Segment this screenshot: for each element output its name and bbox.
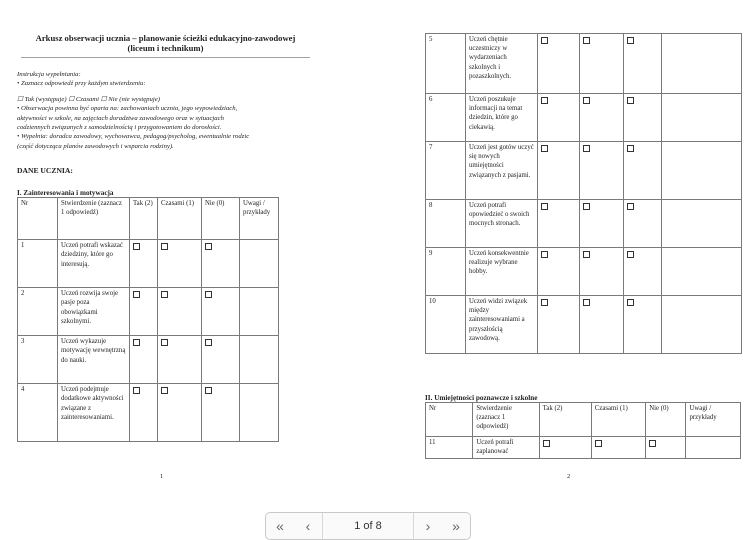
answer-cell-czasami: [158, 384, 202, 442]
answer-cell-tak: [130, 384, 158, 442]
row-number: 4: [18, 384, 58, 442]
row-number: 9: [426, 248, 466, 296]
answer-cell-tak: [538, 94, 580, 142]
notes-cell[interactable]: [240, 336, 279, 384]
table-row: [18, 336, 279, 384]
table-row: [426, 142, 742, 200]
checkbox-czasami[interactable]: [583, 37, 590, 44]
checkbox-tak[interactable]: [133, 339, 140, 346]
answer-cell-nie: [624, 142, 662, 200]
notes-cell[interactable]: [240, 288, 279, 336]
answer-cell-czasami: [580, 34, 624, 94]
row-number: 3: [18, 336, 58, 384]
answer-cell-tak: [130, 288, 158, 336]
checkbox-tak[interactable]: [133, 387, 140, 394]
answer-cell-nie: [624, 200, 662, 248]
statement-cell: Uczeń jest gotów uczyć się nowych umiejętności związanych z pasjami.: [466, 142, 538, 200]
statement-cell: Uczeń potrafi wskazać dziedziny, które go interesują.: [58, 240, 130, 288]
checkbox-czasami[interactable]: [583, 251, 590, 258]
instruction-line: • Obserwacja powinna być oparta na: zachowaniach ucznia, jego wypowiedziach,: [17, 105, 238, 113]
statement-cell: Uczeń wykazuje motywację wewnętrzną do nauki.: [58, 336, 130, 384]
row-number: 7: [426, 142, 466, 200]
column-header: Stwierdzenie (zaznacz 1 odpowiedź): [473, 403, 539, 437]
page-indicator: 1 of 8: [322, 513, 414, 539]
column-header: Nr: [426, 403, 473, 437]
observation-table-section-1-continued: [425, 33, 742, 354]
statement-cell: Uczeń konsekwentnie realizuje wybrane hobby.: [466, 248, 538, 296]
checkbox-czasami[interactable]: [161, 339, 168, 346]
table-row: [18, 384, 279, 442]
checkbox-nie[interactable]: [627, 37, 634, 44]
answer-cell-czasami: [158, 240, 202, 288]
checkbox-nie[interactable]: [627, 97, 634, 104]
checkbox-tak[interactable]: [133, 243, 140, 250]
row-number: 2: [18, 288, 58, 336]
instruction-line: • Zaznacz odpowiedź przy każdym stwierdzeniu:: [17, 80, 146, 88]
table-row: [18, 240, 279, 288]
table-row: [426, 437, 741, 459]
checkbox-czasami[interactable]: [161, 291, 168, 298]
row-number: 1: [18, 240, 58, 288]
checkbox-nie[interactable]: [627, 145, 634, 152]
statement-cell: Uczeń potrafi opowiedzieć o swoich mocnych stronach.: [466, 200, 538, 248]
answer-cell-czasami: [580, 94, 624, 142]
document-page-1: [13, 20, 318, 480]
answer-cell-czasami: [580, 248, 624, 296]
next-page-button[interactable]: ›: [425, 518, 431, 534]
statement-cell: Uczeń potrafi zaplanować: [473, 437, 539, 459]
answer-cell-nie: [202, 288, 240, 336]
checkbox-tak[interactable]: [541, 203, 548, 210]
instruction-line: Instrukcja wypełniania:: [17, 71, 81, 78]
notes-cell[interactable]: [662, 34, 742, 94]
checkbox-nie[interactable]: [205, 243, 212, 250]
statement-cell: Uczeń rozwija swoje pasje poza obowiązkami szkolnymi.: [58, 288, 130, 336]
section-1-title: I. Zainteresowania i motywacja: [17, 189, 114, 198]
instruction-line: aktywności w szkole, na zajęciach doradztwa zawodowego oraz w sytuacjach: [17, 114, 224, 122]
checkbox-czasami[interactable]: [583, 97, 590, 104]
column-header: Nr: [18, 198, 58, 240]
first-page-button[interactable]: «: [276, 518, 284, 534]
page-number: 1: [160, 473, 164, 480]
checkbox-tak[interactable]: [541, 37, 548, 44]
answer-cell-nie: [624, 34, 662, 94]
checkbox-nie[interactable]: [627, 299, 634, 306]
statement-cell: Uczeń chętnie uczestniczy w wydarzeniach szkolnych i pozaszkolnych.: [466, 34, 538, 94]
observation-table-section-2: [425, 402, 741, 459]
answer-cell-nie: [202, 336, 240, 384]
last-page-button[interactable]: »: [452, 518, 460, 534]
column-header: Uwagi / przykłady: [686, 403, 741, 437]
student-data-label: DANE UCZNIA:: [17, 166, 73, 176]
statement-cell: Uczeń podejmuje dodatkowe aktywności związane z zainteresowaniami.: [58, 384, 130, 442]
page-number: 2: [567, 473, 571, 480]
answer-cell-czasami: [580, 142, 624, 200]
checkbox-tak[interactable]: [543, 440, 550, 447]
checkbox-nie[interactable]: [649, 440, 656, 447]
answer-cell-tak: [538, 248, 580, 296]
row-number: 6: [426, 94, 466, 142]
column-header: Nie (0): [202, 198, 240, 240]
checkbox-tak[interactable]: [541, 299, 548, 306]
row-number: 8: [426, 200, 466, 248]
checkbox-tak[interactable]: [541, 251, 548, 258]
answer-cell-czasami: [580, 296, 624, 354]
notes-cell[interactable]: [662, 94, 742, 142]
answer-cell-nie: [646, 437, 686, 459]
answer-cell-nie: [202, 384, 240, 442]
column-header: Czasami (1): [158, 198, 202, 240]
checkbox-czasami[interactable]: [583, 299, 590, 306]
row-number: 5: [426, 34, 466, 94]
row-number: 11: [426, 437, 473, 459]
answer-cell-tak: [130, 240, 158, 288]
statement-cell: Uczeń poszukuje informacji na temat dziedzin, które go ciekawią.: [466, 94, 538, 142]
instruction-line: • Wypełnia: doradca zawodowy, wychowawca, pedagog/psycholog, ewentualnie rodzic: [17, 133, 250, 141]
column-header: Uwagi / przykłady: [240, 198, 279, 240]
table-row: [426, 94, 742, 142]
table-row: [18, 288, 279, 336]
answer-cell-nie: [624, 248, 662, 296]
checkbox-czasami[interactable]: [161, 387, 168, 394]
checkbox-nie[interactable]: [205, 387, 212, 394]
notes-cell[interactable]: [662, 200, 742, 248]
checkbox-czasami[interactable]: [595, 440, 602, 447]
table-row: [426, 248, 742, 296]
answer-cell-tak: [130, 336, 158, 384]
checkbox-tak[interactable]: [541, 145, 548, 152]
column-header: Stwierdzenie (zaznacz 1 odpowiedź): [58, 198, 130, 240]
checkbox-czasami[interactable]: [583, 203, 590, 210]
notes-cell[interactable]: [240, 240, 279, 288]
statement-cell: Uczeń widzi związek między zainteresowaniami a przyszłością zawodową.: [466, 296, 538, 354]
checkbox-nie[interactable]: [205, 291, 212, 298]
column-header: Czasami (1): [591, 403, 645, 437]
checkbox-nie[interactable]: [205, 339, 212, 346]
checkbox-czasami[interactable]: [583, 145, 590, 152]
answer-cell-czasami: [591, 437, 645, 459]
observation-table-section-1: [17, 197, 279, 442]
notes-cell[interactable]: [662, 142, 742, 200]
answer-cell-nie: [624, 94, 662, 142]
answer-cell-nie: [624, 296, 662, 354]
instructions: [17, 70, 318, 151]
answer-cell-czasami: [158, 288, 202, 336]
row-number: 10: [426, 296, 466, 354]
table-row: [426, 200, 742, 248]
document-title: Arkusz obserwacji ucznia – planowanie ścieżki edukacyjno-zawodowej (liceum i technikum): [35, 33, 296, 53]
table-row: [426, 296, 742, 354]
column-header: Nie (0): [646, 403, 686, 437]
table-header-row: [426, 403, 741, 437]
answer-cell-czasami: [158, 336, 202, 384]
answer-cell-tak: [538, 200, 580, 248]
answer-cell-tak: [539, 437, 591, 459]
checkbox-nie[interactable]: [627, 203, 634, 210]
instruction-line: codziennych związanych z samodzielnością i przygotowaniem do dorosłości.: [17, 124, 222, 132]
answer-cell-czasami: [580, 200, 624, 248]
checkbox-tak[interactable]: [133, 291, 140, 298]
checkbox-nie[interactable]: [627, 251, 634, 258]
column-header: Tak (2): [539, 403, 591, 437]
answer-cell-nie: [202, 240, 240, 288]
notes-cell[interactable]: [662, 296, 742, 354]
table-row: [426, 34, 742, 94]
checkbox-czasami[interactable]: [161, 243, 168, 250]
notes-cell[interactable]: [662, 248, 742, 296]
answer-cell-tak: [538, 142, 580, 200]
checkbox-tak[interactable]: [541, 97, 548, 104]
answer-cell-tak: [538, 34, 580, 94]
instruction-line: ☐ Tak (występuje) ☐ Czasami ☐ Nie (nie występuje): [17, 95, 160, 103]
title-divider: [21, 57, 310, 58]
section-2-title: II. Umiejętności poznawcze i szkolne: [425, 394, 538, 402]
column-header: Tak (2): [130, 198, 158, 240]
notes-cell[interactable]: [686, 437, 741, 459]
document-page-2: [421, 20, 726, 480]
notes-cell[interactable]: [240, 384, 279, 442]
instruction-line: (część dotycząca planów zawodowych i wsparcia rodziny).: [17, 142, 174, 150]
table-header-row: [18, 198, 279, 240]
previous-page-button[interactable]: ‹: [305, 518, 311, 534]
answer-cell-tak: [538, 296, 580, 354]
